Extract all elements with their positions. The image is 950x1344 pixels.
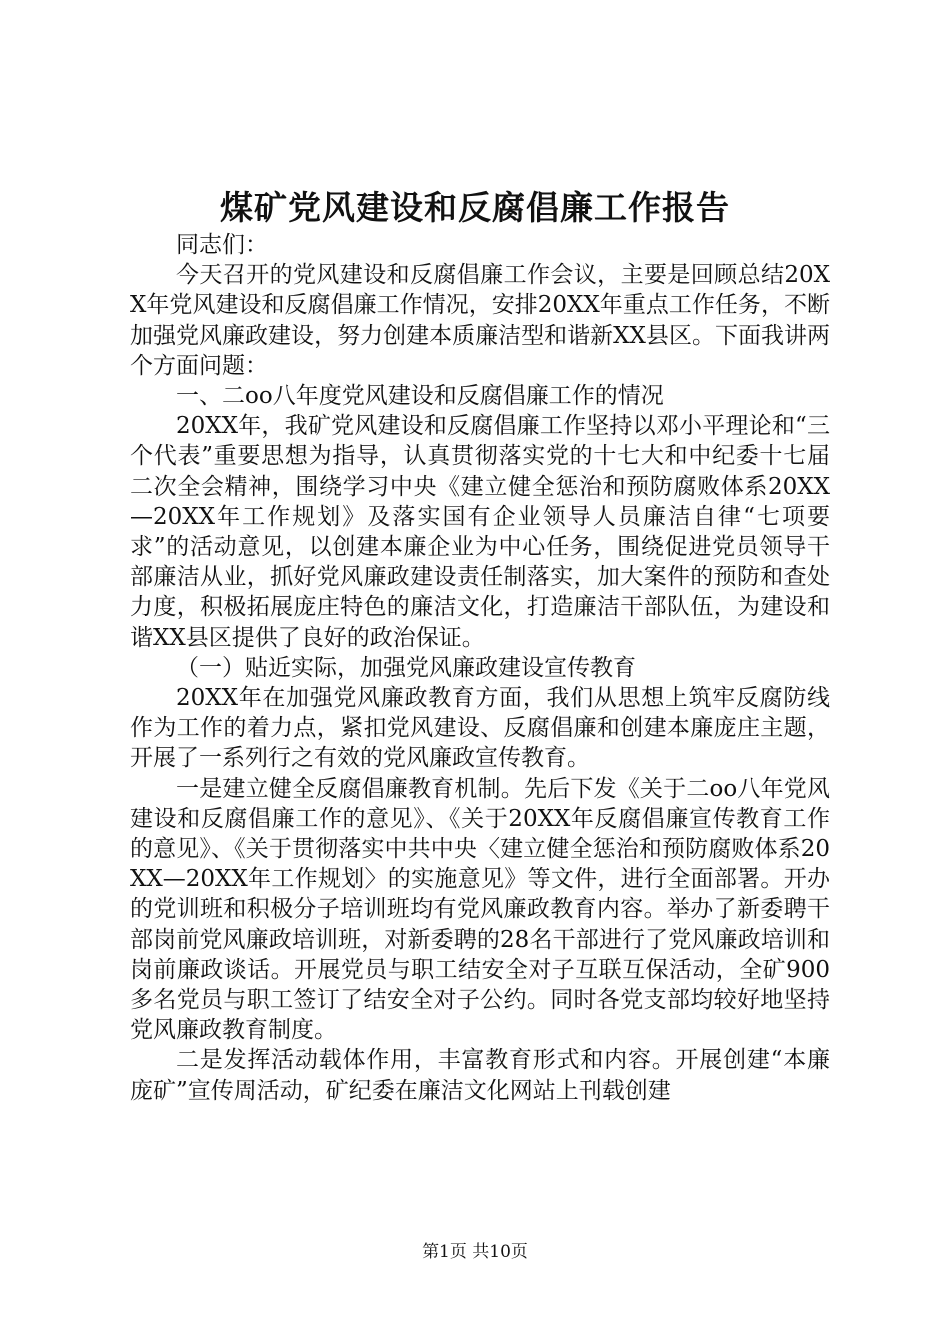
section-heading-1: 一、二oo八年度党风建设和反腐倡廉工作的情况 <box>176 383 664 410</box>
body-paragraph: 20XX年，我矿党风建设和反腐倡廉工作坚持以邓小平理论和“三个代表”重要思想为指导，认真贯彻落实党的十七大和中纪委十七届二次全会精神，围绕学习中央《建立健全惩治和预防腐败体系20XX—20XX年工作规划》及落实国有企业领导人员廉洁自律“七项要求”的活动意见，以创建本廉企业为中心任务，围绕促进党员领导干部廉洁从业，抓好党风廉政建设责任制落实，加大案件的预防和查处力度，积极拓展庞庄特色的廉洁文化，打造廉洁干部队伍，为建设和谐XX县区提供了良好的政治保证。 <box>130 413 830 651</box>
body-paragraph: 20XX年在加强党风廉政教育方面，我们从思想上筑牢反腐防线作为工作的着力点，紧扣党风建设、反腐倡廉和创建本廉庞庄主题，开展了一系列行之有效的党风廉政宣传教育。 <box>130 685 830 772</box>
document-title: 煤矿党风建设和反腐倡廉工作报告 <box>220 188 730 227</box>
body-paragraph: 一是建立健全反腐倡廉教育机制。先后下发《关于二oo八年党风建设和反腐倡廉工作的意见》、《关于20XX年反腐倡廉宣传教育工作的意见》、《关于贯彻落实中共中央〈建立健全惩治和预防腐败体系20XX—20XX年工作规划〉的实施意见》等文件，进行全面部署。开办的党训班和积极分子培训班均有党风廉政教育内容。举办了新委聘干部岗前党风廉政培训班，对新委聘的28名干部进行了党风廉政培训和岗前廉政谈话。开展党员与职工结安全对子互联互保活动，全矿900多名党员与职工签订了结安全对子公约。同时各党支部均较好地坚持党风廉政教育制度。 <box>130 775 830 1044</box>
salutation: 同志们： <box>176 232 268 258</box>
intro-paragraph: 今天召开的党风建设和反腐倡廉工作会议，主要是回顾总结20XX年党风建设和反腐倡廉工作情况，安排20XX年重点工作任务，不断加强党风廉政建设，努力创建本质廉洁型和谐新XX县区。下面我讲两个方面问题： <box>130 262 830 379</box>
subsection-heading-1: （一）贴近实际，加强党风廉政建设宣传教育 <box>176 654 636 681</box>
document-body <box>130 230 830 1106</box>
body-paragraph: 二是发挥活动载体作用，丰富教育形式和内容。开展创建“本廉庞矿”宣传周活动，矿纪委在廉洁文化网站上刊载创建 <box>130 1047 830 1104</box>
page-footer: 第1页 共10页 <box>422 1242 528 1262</box>
